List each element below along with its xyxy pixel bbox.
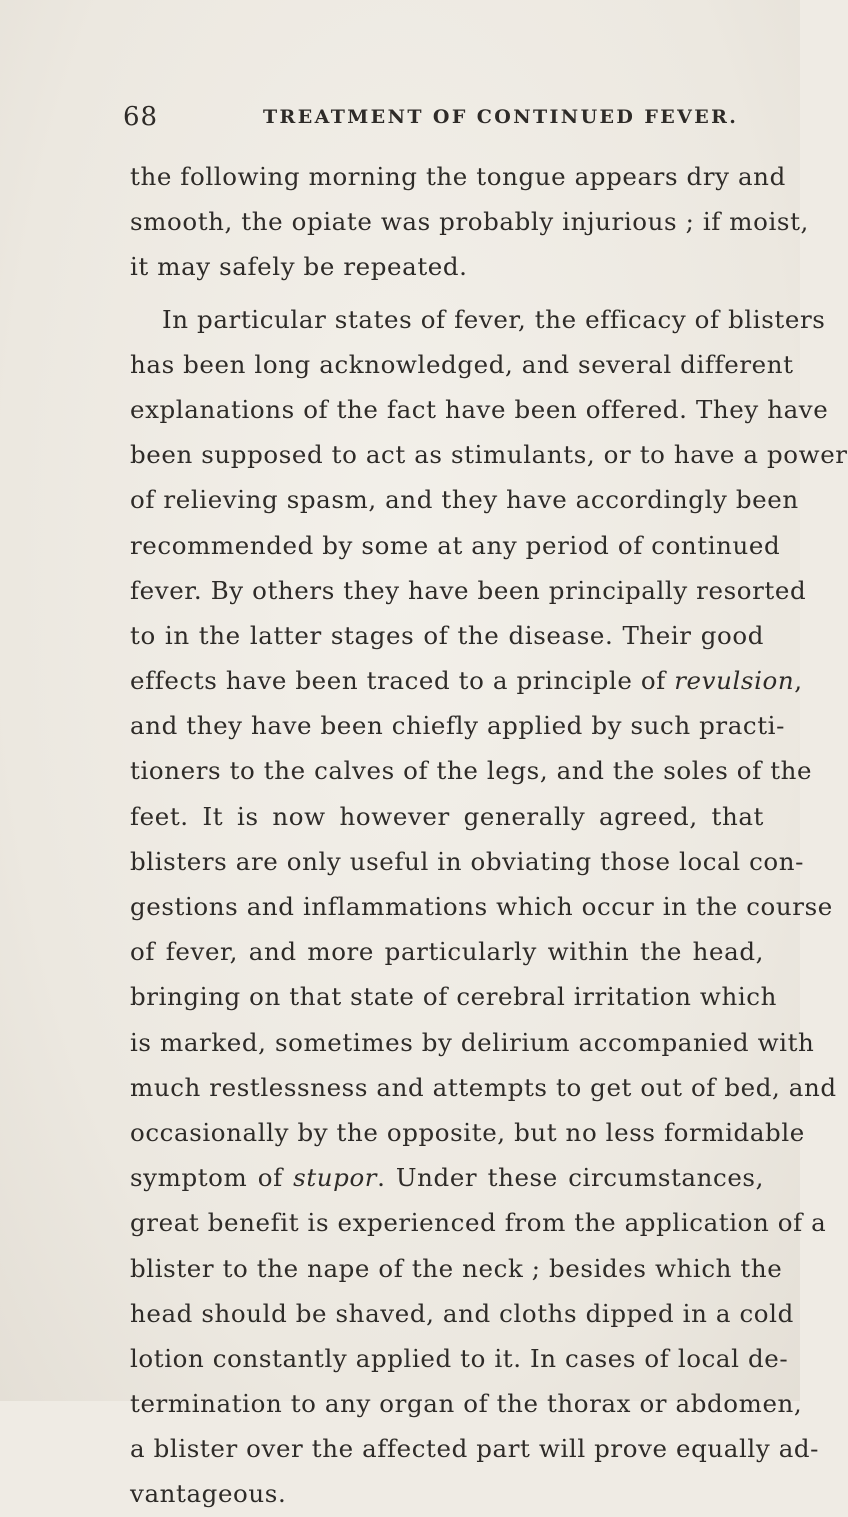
text-line: it may safely be repeated. [130, 252, 468, 282]
italic-term: revulsion [674, 666, 795, 696]
text-line: gestions and inflammations which occur in the course [130, 892, 833, 921]
text-line: fever. By others they have been principally resorted [130, 575, 807, 605]
text-line: recommended by some at any period of continued [130, 530, 781, 560]
text-line: occasionally by the opposite, but no less formidable [130, 1117, 805, 1147]
text-line: In particular states of fever, the efficacy of blisters [162, 304, 826, 334]
text-line-revulsion: effects have been traced to a principle of revulsion, [130, 666, 803, 696]
text-line: much restlessness and attempts to get out of bed, and [130, 1072, 837, 1102]
running-head [123, 102, 763, 136]
text-line: head should be shaved, and cloths dipped in a cold [130, 1298, 794, 1328]
text-line: explanations of the fact have been offered. They have [130, 394, 829, 424]
text-line: lotion constantly applied to it. In cases of local de- [130, 1343, 789, 1373]
text-line: of fever, and more particularly within the head, [130, 937, 764, 967]
text-line-stupor: symptom of stupor. Under these circumstances, [130, 1163, 764, 1193]
text-line: blisters are only useful in obviating those local con- [130, 846, 805, 876]
text-line: tioners to the calves of the legs, and the soles of the [130, 756, 813, 786]
text-line: is marked, sometimes by delirium accompanied with [130, 1027, 815, 1057]
italic-term: stupor [293, 1163, 378, 1193]
text-line: blister to the nape of the neck ; besides which the [130, 1253, 783, 1283]
text-line: great benefit is experienced from the application of a [130, 1208, 827, 1238]
running-title: TREATMENT OF CONTINUED FEVER. [263, 106, 739, 128]
body-text [130, 154, 848, 1517]
text-line: bringing on that state of cerebral irritation which [130, 982, 778, 1012]
text-line: the following morning the tongue appears dry and [130, 162, 786, 191]
text-line: been supposed to act as stimulants, or to have a power [130, 440, 848, 470]
text-line: a blister over the affected part will prove equally ad- [130, 1434, 820, 1464]
text-line: smooth, the opiate was probably injurious ; if moist, [130, 207, 809, 237]
text-line: termination to any organ of the thorax or abdomen, [130, 1389, 803, 1419]
text-line: of relieving spasm, and they have accordingly been [130, 485, 799, 515]
text-line: has been long acknowledged, and several different [130, 349, 794, 379]
text-line: vantageous. [130, 1479, 287, 1509]
text-line: and they have been chiefly applied by such practi- [130, 711, 785, 741]
text-line: feet. It is now however generally agreed, that [130, 801, 764, 831]
text-line: to in the latter stages of the disease. Their good [130, 620, 764, 650]
page-number: 68 [123, 102, 159, 132]
